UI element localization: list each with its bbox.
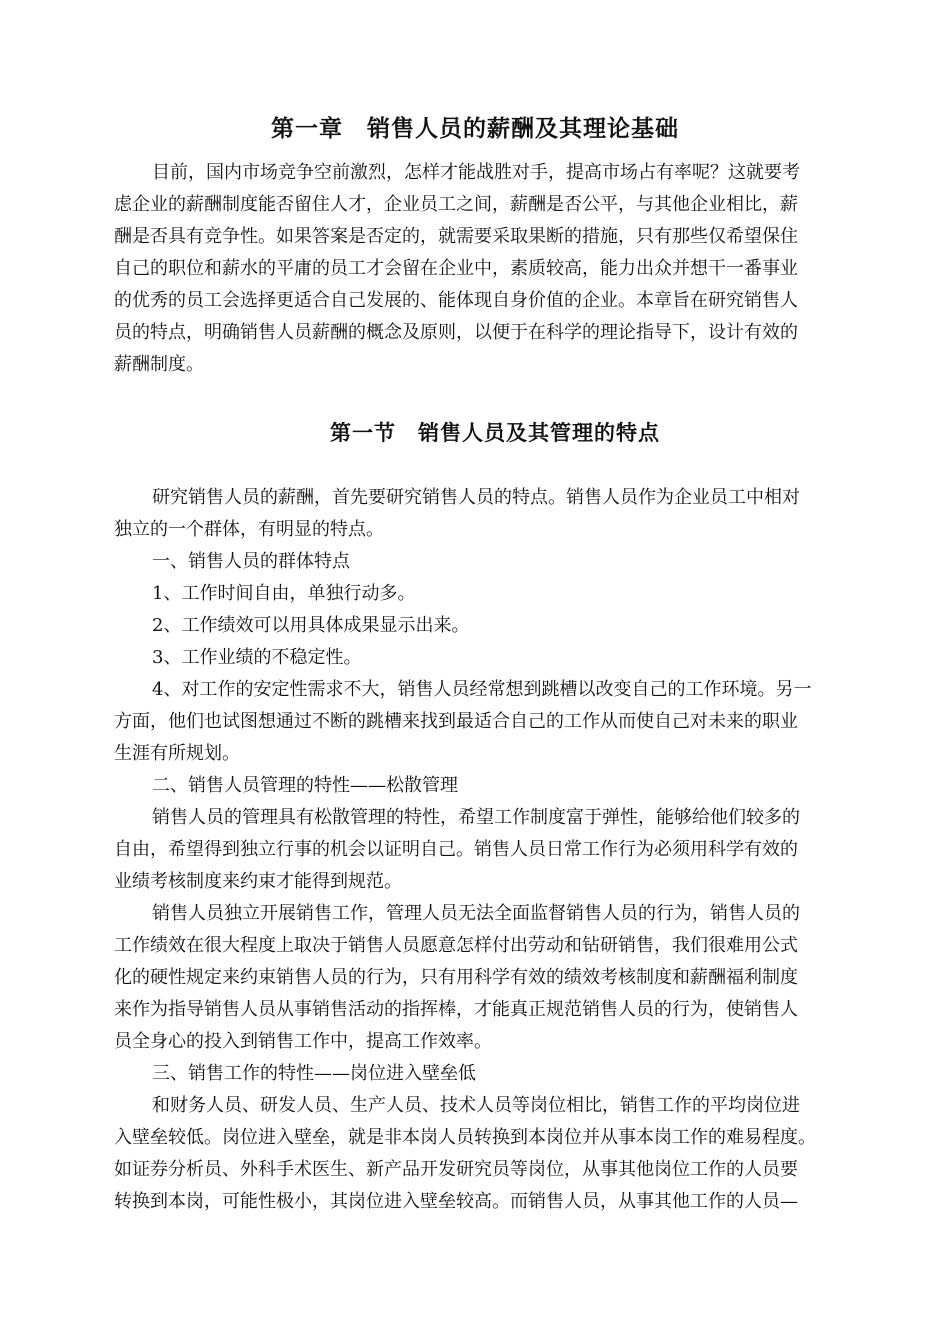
text-line: 员的特点，明确销售人员薪酬的概念及原则，以便于在科学的理论指导下，设计有效的 <box>114 322 798 343</box>
text-line: 虑企业的薪酬制度能否留住人才，企业员工之间，薪酬是否公平，与其他企业相比，薪 <box>114 194 798 215</box>
text-line: 工作绩效在很大程度上取决于销售人员愿意怎样付出劳动和钻研销售，我们很难用公式 <box>114 935 798 956</box>
text-line: 自己的职位和薪水的平庸的员工才会留在企业中，素质较高，能力出众并想干一番事业 <box>114 258 798 279</box>
text-line: 业绩考核制度来约束才能得到规范。 <box>114 871 402 892</box>
text-line: 独立的一个群体，有明显的特点。 <box>114 519 384 540</box>
text-line: 销售人员独立开展销售工作，管理人员无法全面监督销售人员的行为，销售人员的 <box>152 903 800 924</box>
text-line: 如证券分析员、外科手术医生、新产品开发研究员等岗位，从事其他岗位工作的人员要 <box>114 1159 798 1180</box>
text-line: 来作为指导销售人员从事销售活动的指挥棒，才能真正规范销售人员的行为，使销售人 <box>114 999 798 1020</box>
list-item: 1、工作时间自由，单独行动多。 <box>152 583 416 604</box>
text-line: 薪酬制度。 <box>114 354 204 375</box>
list-item: 2、工作绩效可以用具体成果显示出来。 <box>152 615 470 636</box>
subheading: 一、销售人员的群体特点 <box>152 551 350 572</box>
intro-paragraph <box>114 157 866 381</box>
text-line: 自由，希望得到独立行事的机会以证明自己。销售人员日常工作行为必须用科学有效的 <box>114 839 798 860</box>
text-line: 入壁垒较低。岗位进入壁垒，就是非本岗人员转换到本岗位并从事本岗工作的难易程度。 <box>114 1127 816 1148</box>
text-line: 生涯有所规划。 <box>114 743 240 764</box>
text-line: 目前，国内市场竞争空前激烈，怎样才能战胜对手，提高市场占有率呢？这就要考 <box>152 162 800 183</box>
section-title: 第一节 销售人员及其管理的特点 <box>330 420 660 445</box>
text-line: 员全身心的投入到销售工作中，提高工作效率。 <box>114 1031 492 1052</box>
chapter-title: 第一章 销售人员的薪酬及其理论基础 <box>271 115 679 142</box>
subheading: 三、销售工作的特性——岗位进入壁垒低 <box>152 1063 476 1084</box>
text-line: 和财务人员、研发人员、生产人员、技术人员等岗位相比，销售工作的平均岗位进 <box>152 1095 800 1116</box>
text-line: 销售人员的管理具有松散管理的特性，希望工作制度富于弹性，能够给他们较多的 <box>152 807 800 828</box>
text-line: 酬是否具有竞争性。如果答案是否定的，就需要采取果断的措施，只有那些仅希望保住 <box>114 226 798 247</box>
text-line: 研究销售人员的薪酬，首先要研究销售人员的特点。销售人员作为企业员工中相对 <box>152 487 800 508</box>
text-line: 的优秀的员工会选择更适合自己发展的、能体现自身价值的企业。本章旨在研究销售人 <box>114 290 798 311</box>
subheading: 二、销售人员管理的特性——松散管理 <box>152 775 458 796</box>
list-item: 4、对工作的安定性需求不大，销售人员经常想到跳槽以改变自己的工作环境。另一 <box>152 679 812 700</box>
list-item: 3、工作业绩的不稳定性。 <box>152 647 362 668</box>
text-line: 化的硬性规定来约束销售人员的行为，只有用科学有效的绩效考核制度和薪酬福利制度 <box>114 967 798 988</box>
text-line: 转换到本岗，可能性极小，其岗位进入壁垒较高。而销售人员，从事其他工作的人员— <box>114 1191 798 1212</box>
text-line: 方面，他们也试图想通过不断的跳槽来找到最适合自己的工作从而使自己对未来的职业 <box>114 711 798 732</box>
section-body <box>114 482 866 1218</box>
